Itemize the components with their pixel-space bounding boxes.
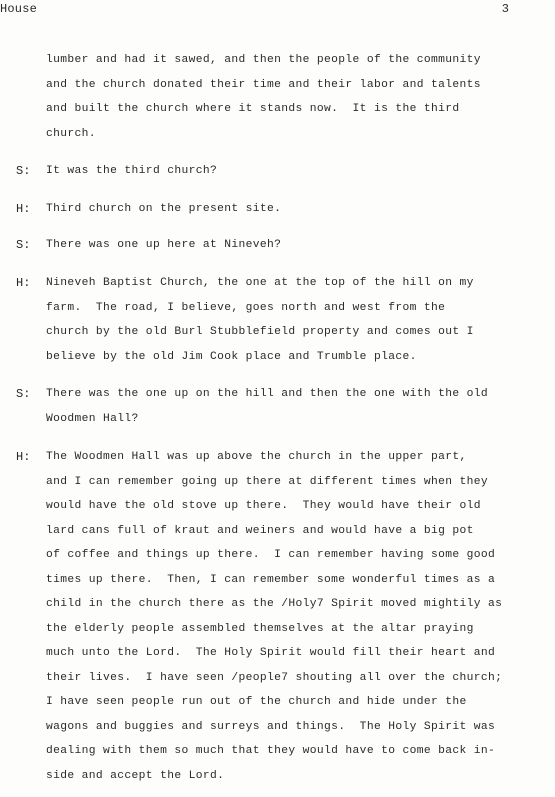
speaker-label: H: <box>16 202 31 216</box>
text-line: and I can remember going up there at different times when they <box>46 475 489 488</box>
text-line: farm. The road, I believe, goes north and west from the <box>46 301 446 314</box>
text-line: side and accept the Lord. <box>46 769 225 782</box>
speaker-label: S: <box>16 164 31 178</box>
paragraph-text <box>46 382 546 431</box>
text-line: church. <box>46 127 96 140</box>
text-line: Woodmen Hall? <box>46 412 139 425</box>
text-line: church by the old Burl Stubblefield property and comes out I <box>46 326 474 338</box>
paragraph-text <box>46 48 546 146</box>
text-line: lard cans full of kraut and weiners and would have a big pot <box>46 524 474 537</box>
paragraph-text <box>46 445 546 788</box>
paragraph-text <box>46 271 546 369</box>
text-line: of coffee and things up there. I can remember having some good <box>46 549 496 561</box>
text-line: child in the church there as the /Holy7 Spirit moved mightily as <box>46 598 503 610</box>
speaker-label: H: <box>16 450 31 464</box>
text-line: The Woodmen Hall was up above the church in the upper part, <box>46 451 467 463</box>
text-line: times up there. Then, I can remember some wonderful times as a <box>46 573 496 586</box>
text-line: dealing with them so much that they would have to come back in- <box>46 745 496 757</box>
text-line: It was the third church? <box>46 165 218 177</box>
paragraph-text <box>46 233 546 258</box>
text-line: There was the one up on the hill and then the one with the old <box>46 388 489 400</box>
text-line: much unto the Lord. The Holy Spirit would fill their heart and <box>46 647 496 659</box>
page-header-title: House <box>0 2 38 16</box>
text-line: and the church donated their time and their labor and talents <box>46 78 481 91</box>
text-line: and built the church where it stands now. It is the third <box>46 103 460 115</box>
page-number: 3 <box>501 2 509 16</box>
speaker-label: S: <box>16 387 31 401</box>
text-line: wagons and buggies and surreys and things. The Holy Spirit was <box>46 720 496 733</box>
paragraph-text <box>46 197 546 222</box>
text-line: believe by the old Jim Cook place and Trumble place. <box>46 350 417 363</box>
speaker-label: H: <box>16 276 31 290</box>
paragraph-text <box>46 159 546 184</box>
text-line: lumber and had it sawed, and then the people of the community <box>46 54 481 66</box>
text-line: There was one up here at Nineveh? <box>46 239 282 251</box>
text-line: Third church on the present site. <box>46 203 282 215</box>
speaker-label: S: <box>16 238 31 252</box>
text-line: would have the old stove up there. They would have their old <box>46 500 481 512</box>
text-line: I have seen people run out of the church and hide under the <box>46 696 467 708</box>
text-line: their lives. I have seen /people7 shouting all over the church; <box>46 671 503 684</box>
text-line: the elderly people assembled themselves at the altar praying <box>46 622 474 635</box>
text-line: Nineveh Baptist Church, the one at the top of the hill on my <box>46 277 474 289</box>
